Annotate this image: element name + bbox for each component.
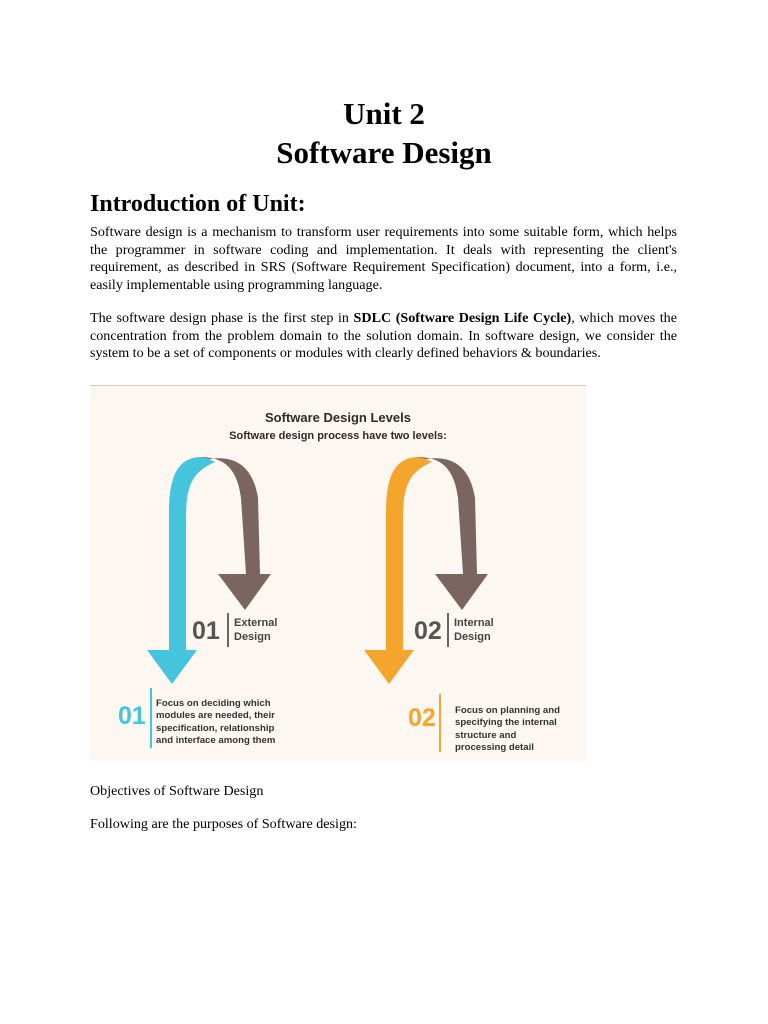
sdlc-paragraph-end: , which moves the concentration from the problem domain to the solution domain. In software design, we consider the system to be a set of components or modules with clearly defined behaviors & boundaries.	[90, 310, 677, 362]
focus-1-number: 01	[118, 702, 146, 730]
level-1-divider	[227, 613, 229, 647]
focus-1-line: and interface among them	[156, 735, 276, 747]
focus-1-divider	[150, 688, 152, 748]
focus-2-divider	[439, 694, 441, 752]
sdlc-paragraph	[90, 310, 677, 363]
level-2-number: 02	[414, 617, 442, 645]
brown-down-arrow-2	[417, 457, 488, 610]
focus-2-line: specifying the internal	[455, 717, 557, 729]
purposes-intro: Following are the purposes of Software design:	[90, 816, 357, 832]
level-2-divider	[447, 613, 449, 647]
focus-2-line: structure and	[455, 729, 517, 741]
figure-title: Software Design Levels	[265, 410, 411, 425]
page-title	[0, 94, 768, 172]
focus-1-line: modules are needed, their	[156, 710, 275, 722]
level-2-label	[454, 616, 494, 644]
unit-title: Software Design	[276, 135, 492, 170]
level-2-label-line2: Design	[454, 631, 491, 643]
focus-1-line: Focus on deciding which	[156, 698, 271, 709]
orange-down-arrow	[364, 457, 432, 684]
sdlc-paragraph-start: The software design phase is the first step in	[90, 310, 354, 326]
blue-down-arrow	[147, 457, 215, 684]
focus-2-line: processing detail	[455, 742, 534, 754]
brown-down-arrow	[200, 457, 271, 610]
intro-paragraph: Software design is a mechanism to transform user requirements into some suitable form, which helps the programmer in software coding and implementation. It deals with representing the client's requirement, as described in SRS (Software Requirement Specification) document, into a form, i.e., easily implementable using programming language.	[90, 224, 677, 293]
focus-2-number: 02	[408, 704, 436, 732]
level-1-label-line2: Design	[234, 631, 271, 643]
level-1-label	[234, 616, 277, 644]
focus-1-description	[156, 698, 275, 748]
focus-1-line: specification, relationship	[156, 722, 275, 734]
level-1-number: 01	[192, 617, 220, 645]
unit-number: Unit 2	[343, 96, 425, 131]
level-2-label-line1: Internal	[454, 617, 494, 629]
figure-subtitle: Software design process have two levels:	[229, 430, 447, 442]
section-heading: Introduction of Unit:	[90, 191, 306, 217]
software-design-levels-figure	[90, 385, 586, 761]
focus-2-line: Focus on planning and	[455, 705, 560, 716]
sdlc-term: SDLC (Software Design Life Cycle)	[353, 310, 572, 326]
level-1-label-line1: External	[234, 617, 278, 629]
focus-2-description	[455, 705, 560, 755]
objectives-heading: Objectives of Software Design	[90, 783, 264, 799]
